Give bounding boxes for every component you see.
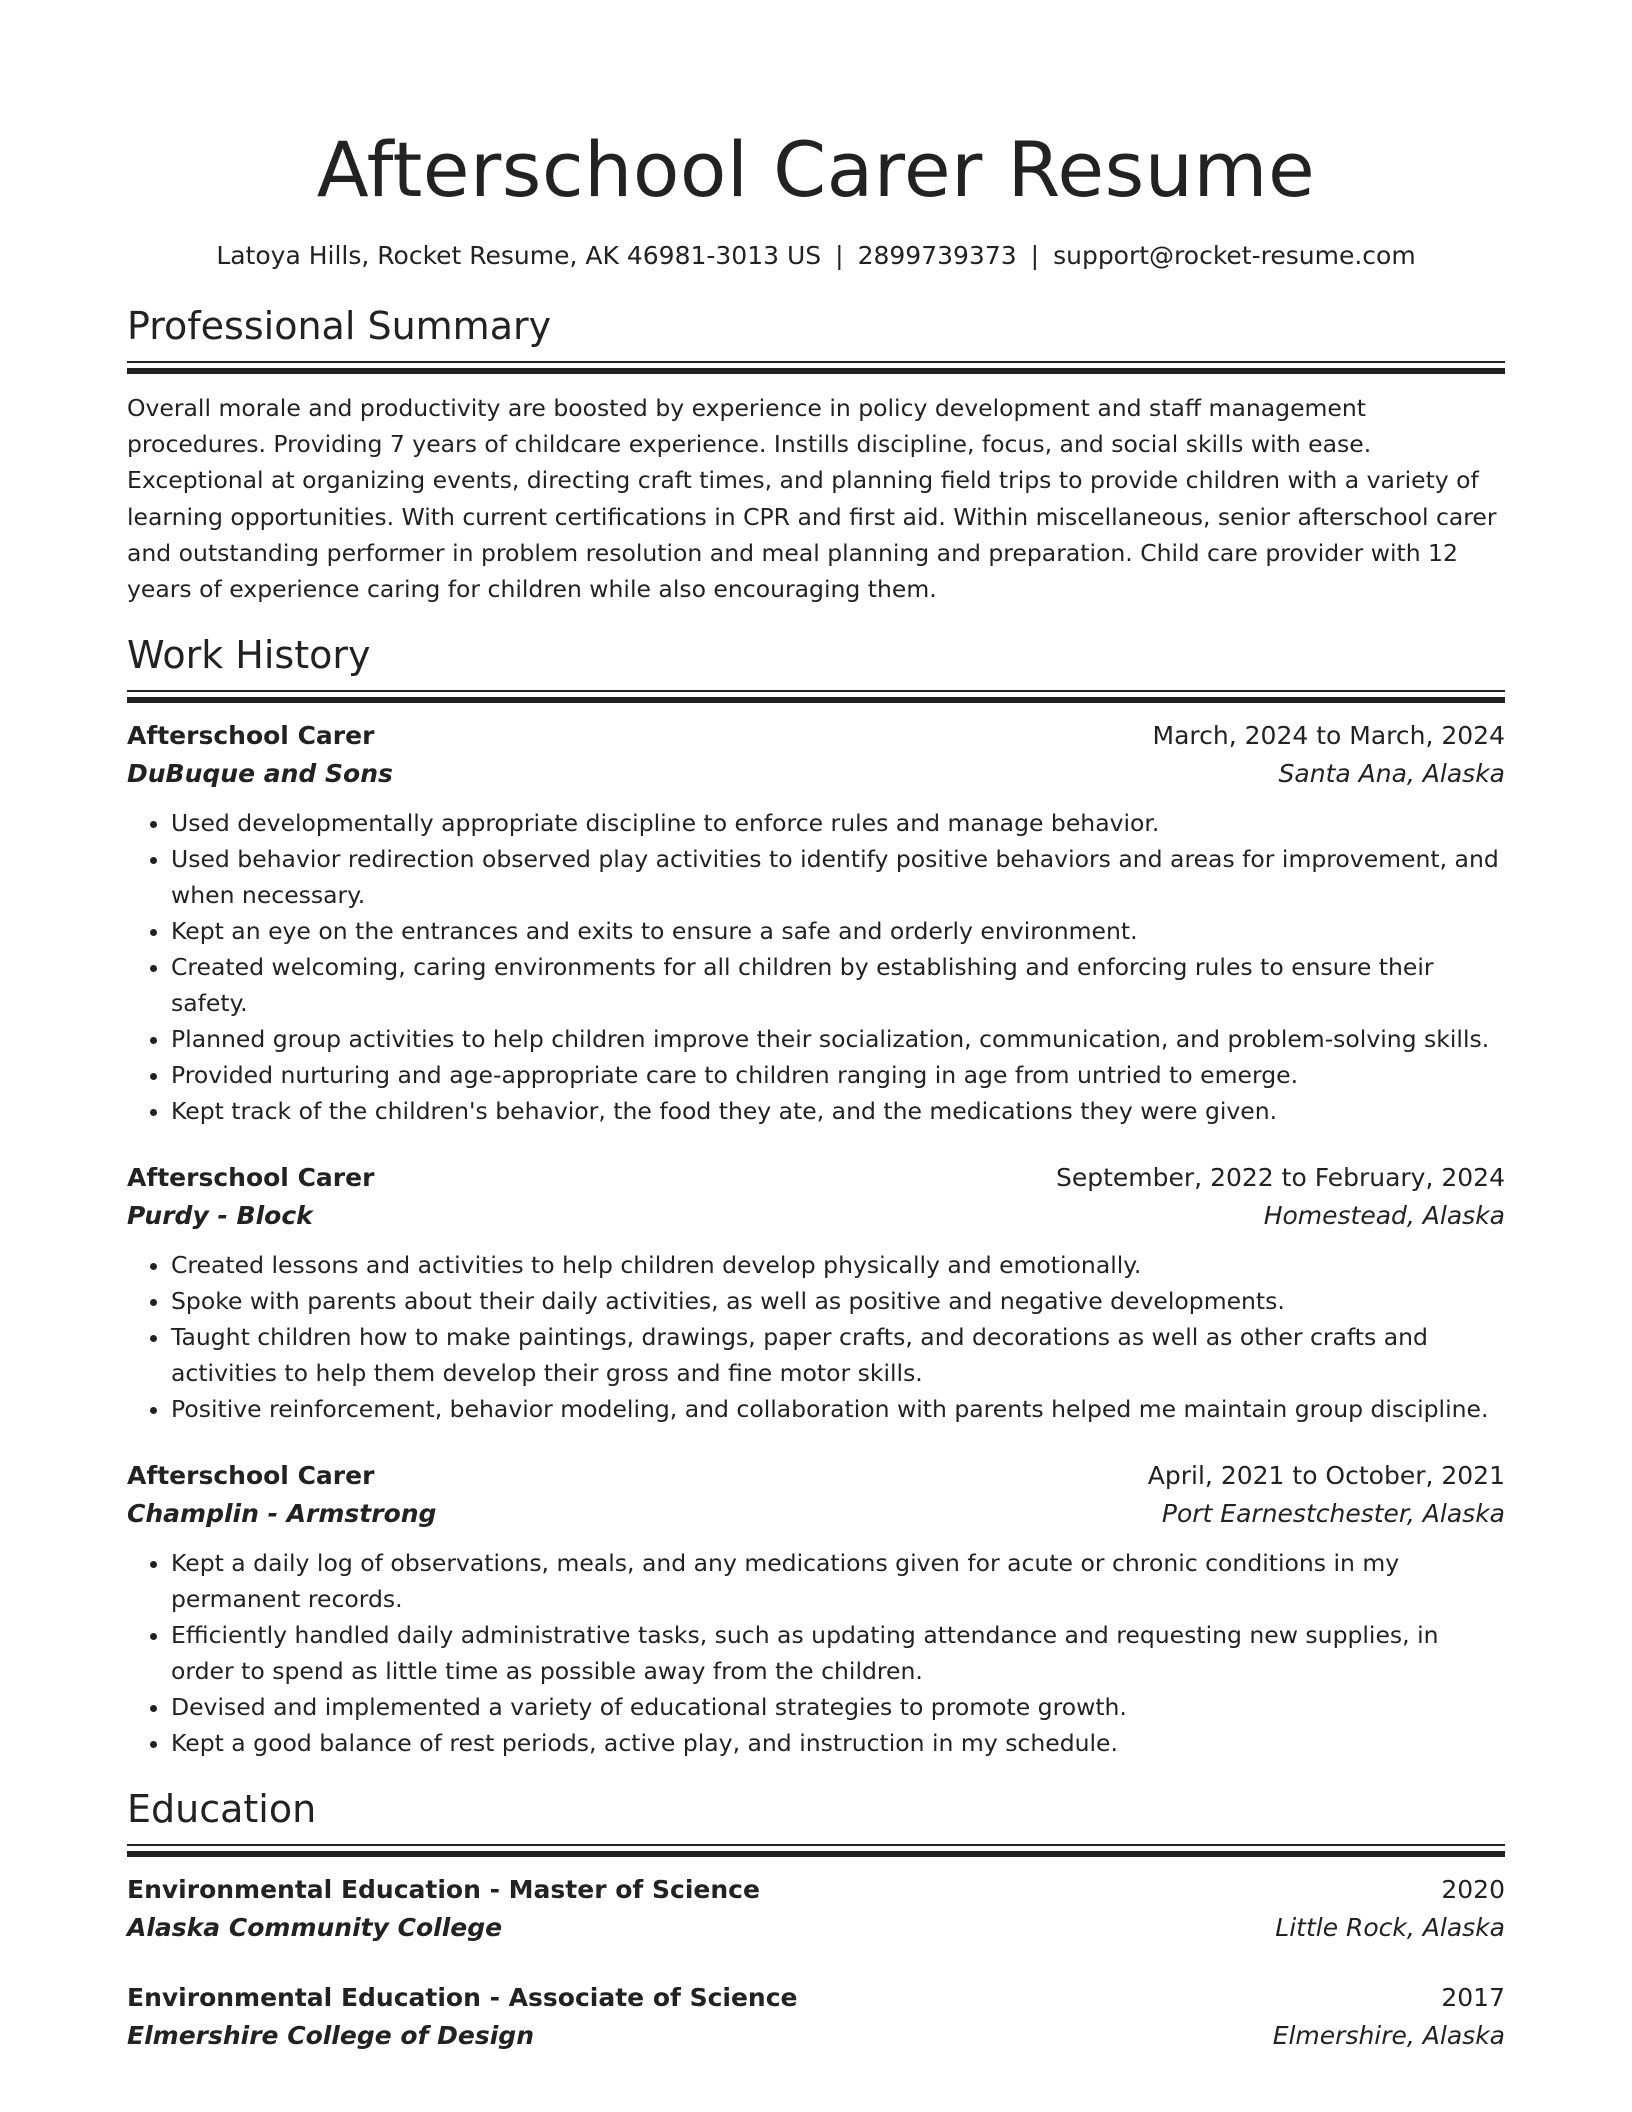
job-company-row — [127, 1495, 1505, 1533]
contact-line — [127, 238, 1505, 274]
section-heading-education: Education — [127, 1787, 317, 1832]
job-title: Afterschool Carer — [127, 1163, 375, 1193]
job-bullet: • Spoke with parents about their daily activities, as well as positive and negative developments. — [171, 1283, 1505, 1319]
job-header-row — [127, 1159, 1505, 1197]
education-school: Elmershire College of Design — [127, 2021, 534, 2051]
job-location: Santa Ana, Alaska — [1278, 759, 1505, 789]
job-bullet: • Created lessons and activities to help children develop physically and emotionally. — [171, 1247, 1505, 1283]
education-degree: Environmental Education - Associate of Science — [127, 1983, 798, 2013]
job-company-row — [127, 755, 1505, 793]
job-bullet: • Taught children how to make paintings, drawings, paper crafts, and decorations as well as other crafts and activities to help them develop their gross and fine motor skills. — [171, 1319, 1505, 1391]
job-bullet: • Provided nurturing and age-appropriate care to children ranging in age from untried to emerge. — [171, 1057, 1505, 1093]
education-entry — [127, 1871, 1505, 1947]
resume-title: Afterschool Carer Resume — [316, 125, 1316, 214]
section-heading-work-history: Work History — [127, 633, 371, 678]
education-entry — [127, 1979, 1505, 2055]
job-dates: April, 2021 to October, 2021 — [1147, 1461, 1505, 1491]
job-company: Purdy - Block — [127, 1201, 313, 1231]
job-bullet-list — [127, 805, 1505, 1129]
job-dates: September, 2022 to February, 2024 — [1056, 1163, 1505, 1193]
education-year: 2020 — [1441, 1875, 1505, 1905]
contact-address: Latoya Hills, Rocket Resume, AK 46981-3013 US — [216, 241, 822, 270]
job-bullet: • Planned group activities to help children improve their socialization, communication, and problem-solving skills. — [171, 1021, 1505, 1057]
work-history-section — [127, 629, 1505, 1761]
job-company-row — [127, 1197, 1505, 1235]
job-company: DuBuque and Sons — [127, 759, 393, 789]
job-bullet: • Kept track of the children's behavior, the food they ate, and the medications they were given. — [171, 1093, 1505, 1129]
job-bullet: • Kept a daily log of observations, meals, and any medications given for acute or chronic conditions in my permanent records. — [171, 1545, 1505, 1617]
job-title: Afterschool Carer — [127, 721, 375, 751]
job-location: Homestead, Alaska — [1263, 1201, 1505, 1231]
job-bullet: • Kept a good balance of rest periods, active play, and instruction in my schedule. — [171, 1725, 1505, 1761]
job-bullet: • Kept an eye on the entrances and exits to ensure a safe and orderly environment. — [171, 913, 1505, 949]
summary-section — [127, 300, 1505, 607]
job-bullet: • Used developmentally appropriate discipline to enforce rules and manage behavior. — [171, 805, 1505, 841]
education-school-row — [127, 2017, 1505, 2055]
contact-separator: | — [835, 241, 844, 270]
job-entry — [127, 717, 1505, 1129]
contact-phone: 2899739373 — [857, 241, 1017, 270]
job-header-row — [127, 717, 1505, 755]
education-year: 2017 — [1441, 1983, 1505, 2013]
education-section — [127, 1783, 1505, 2055]
job-bullet: • Used behavior redirection observed play activities to identify positive behaviors and areas for improvement, and when necessary. — [171, 841, 1505, 913]
job-company: Champlin - Armstrong — [127, 1499, 437, 1529]
job-location: Port Earnestchester, Alaska — [1161, 1499, 1505, 1529]
education-school: Alaska Community College — [127, 1913, 503, 1943]
section-heading-summary: Professional Summary — [127, 304, 552, 348]
job-header-row — [127, 1457, 1505, 1495]
section-divider — [127, 690, 1505, 703]
job-bullet: • Positive reinforcement, behavior modeling, and collaboration with parents helped me maintain group discipline. — [171, 1391, 1505, 1427]
job-title: Afterschool Carer — [127, 1461, 375, 1491]
education-header-row — [127, 1979, 1505, 2017]
education-school-row — [127, 1909, 1505, 1947]
education-location: Little Rock, Alaska — [1275, 1913, 1505, 1943]
section-divider — [127, 1844, 1505, 1857]
education-location: Elmershire, Alaska — [1272, 2021, 1505, 2051]
job-entry — [127, 1457, 1505, 1761]
section-divider — [127, 361, 1505, 374]
job-bullet-list — [127, 1545, 1505, 1761]
job-entry — [127, 1159, 1505, 1427]
job-bullet-list — [127, 1247, 1505, 1427]
job-bullet: • Devised and implemented a variety of educational strategies to promote growth. — [171, 1689, 1505, 1725]
job-bullet: • Efficiently handled daily administrative tasks, such as updating attendance and requesting new supplies, in order to spend as little time as possible away from the children. — [171, 1617, 1505, 1689]
job-dates: March, 2024 to March, 2024 — [1152, 721, 1505, 751]
education-header-row — [127, 1871, 1505, 1909]
summary-text: Overall morale and productivity are boosted by experience in policy development and staff management procedures. Providing 7 years of childcare experience. Instills discipline, focus, and social skills with ease. Exceptional at organizing events, directing craft times, and planning field trips to provide children with a variety of learning opportunities. With current certifications in CPR and first aid. Within miscellaneous, senior afterschool carer and outstanding performer in problem resolution and meal planning and preparation. Child care provider with 12 years of experience caring for children while also encouraging them. — [127, 394, 1497, 604]
contact-email: support@rocket-resume.com — [1053, 241, 1416, 270]
job-bullet: • Created welcoming, caring environments for all children by establishing and enforcing rules to ensure their safety. — [171, 949, 1505, 1021]
contact-separator: | — [1030, 241, 1040, 270]
education-degree: Environmental Education - Master of Science — [127, 1875, 760, 1905]
